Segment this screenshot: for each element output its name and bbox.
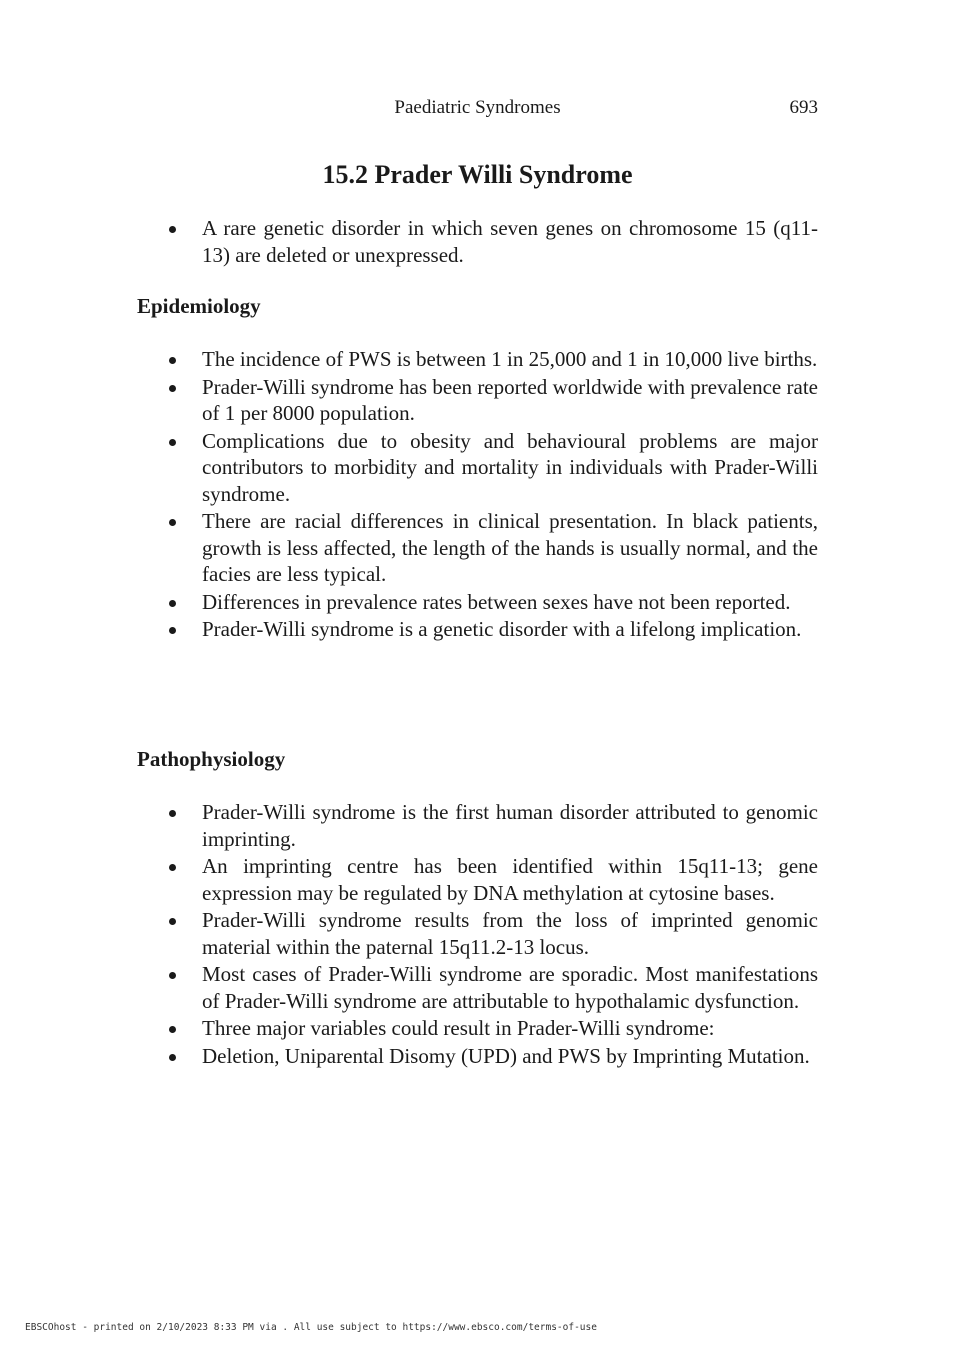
list-item-text: Three major variables could result in Prader-Willi syndrome:	[202, 1016, 715, 1040]
pathophysiology-heading: Pathophysiology	[137, 747, 286, 771]
list-item	[137, 799, 818, 852]
epidemiology-heading: Epidemiology	[137, 294, 261, 318]
bullet-icon	[169, 600, 176, 607]
pathophysiology-list	[137, 799, 818, 1069]
list-item	[137, 428, 818, 508]
list-item-text: Differences in prevalence rates between sexes have not been reported.	[202, 589, 791, 614]
running-title: Paediatric Syndromes	[394, 97, 561, 118]
running-header	[137, 97, 818, 121]
list-item-text: The incidence of PWS is between 1 in 25,000 and 1 in 10,000 live births.	[202, 347, 818, 371]
bullet-icon	[169, 1054, 176, 1061]
list-item-text: Most cases of Prader-Willi syndrome are sporadic. Most manifestations of Prader-Willi syndrome are attributable to hypothalamic dysfunction.	[202, 962, 818, 1013]
intro-list	[137, 215, 818, 268]
list-item	[137, 374, 818, 427]
bullet-icon	[169, 627, 176, 634]
list-item	[137, 907, 818, 960]
list-item-text: Prader-Willi syndrome results from the loss of imprinted genomic material within the paternal 15q11.2-13 locus.	[202, 908, 818, 959]
bullet-icon	[169, 385, 176, 392]
epidemiology-list	[137, 346, 818, 643]
page-number: 693	[789, 97, 818, 118]
bullet-icon	[169, 357, 176, 364]
bullet-icon	[169, 864, 176, 871]
bullet-icon	[169, 810, 176, 817]
list-item-text: Prader-Willi syndrome is the first human disorder attributed to genomic imprinting.	[202, 800, 818, 851]
intro-section	[137, 215, 818, 269]
list-item-text: Prader-Willi syndrome has been reported worldwide with prevalence rate of 1 per 8000 population.	[202, 374, 818, 425]
footer-notice: EBSCOhost - printed on 2/10/2023 8:33 PM via . All use subject to https://www.ebsco.com/terms-of-use	[25, 1322, 597, 1333]
pathophysiology-section	[137, 799, 818, 1070]
list-item	[137, 215, 818, 268]
bullet-icon	[169, 519, 176, 526]
pathophysiology-heading-block	[137, 747, 818, 772]
list-item	[137, 508, 818, 588]
bullet-icon	[169, 918, 176, 925]
list-item-text: Complications due to obesity and behavioural problems are major contributors to morbidity and mortality in individuals with Prader-Willi syndrome.	[202, 428, 818, 506]
list-item	[137, 616, 818, 643]
list-item	[137, 346, 818, 373]
epidemiology-section	[137, 346, 818, 644]
list-item-text: Deletion, Uniparental Disomy (UPD) and PWS by Imprinting Mutation.	[202, 1043, 810, 1068]
bullet-icon	[169, 439, 176, 446]
list-item	[137, 1015, 818, 1042]
list-item	[137, 1043, 818, 1070]
list-item	[137, 961, 818, 1014]
epidemiology-heading-block	[137, 294, 818, 319]
list-item-text: Prader-Willi syndrome is a genetic disorder with a lifelong implication.	[202, 617, 802, 641]
list-item	[137, 589, 818, 616]
bullet-icon	[169, 972, 176, 979]
list-item	[137, 853, 818, 906]
list-item-text: A rare genetic disorder in which seven genes on chromosome 15 (q11-13) are deleted or unexpressed.	[202, 216, 818, 267]
list-item-text: An imprinting centre has been identified within 15q11-13; gene expression may be regulated by DNA methylation at cytosine bases.	[202, 854, 818, 905]
list-item-text: There are racial differences in clinical presentation. In black patients, growth is less affected, the length of the hands is usually normal, and the facies are less typical.	[202, 509, 818, 586]
bullet-icon	[169, 1026, 176, 1033]
section-title: 15.2 Prader Willi Syndrome	[322, 160, 633, 189]
bullet-icon	[169, 226, 176, 233]
